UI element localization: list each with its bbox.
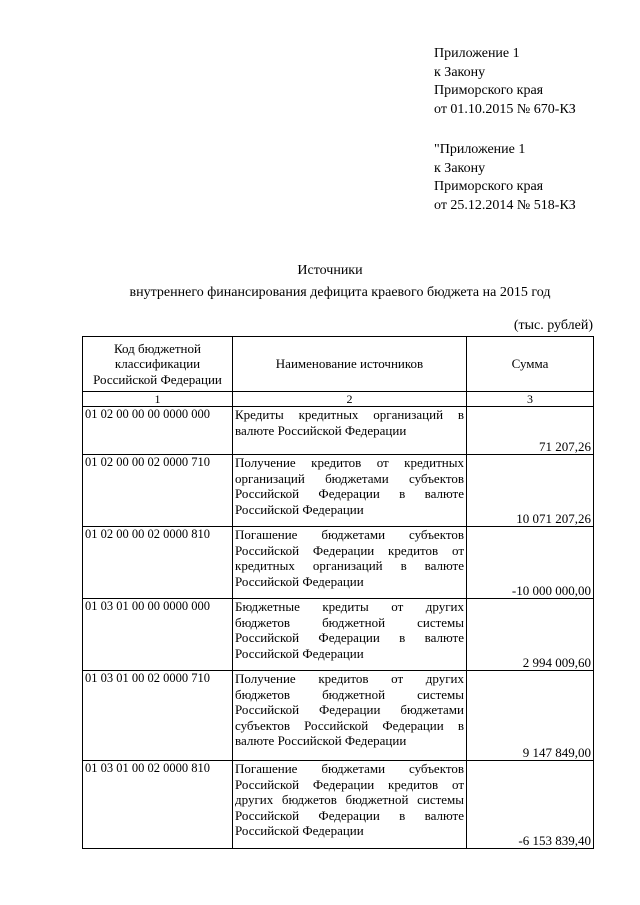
table-row [83, 761, 594, 849]
appendix-line: Приложение 1 [434, 46, 520, 61]
appendix-line: Приморского края [434, 179, 544, 194]
header-code: Код бюджетной классификации Российской Федерации [83, 337, 233, 392]
appendix-line: от 25.12.2014 № 518-КЗ [434, 197, 576, 213]
row-amount: -10 000 000,00 [467, 527, 594, 599]
row-name: Получение кредитов от других бюджетов бюджетной системы Российской Федерации бюджетами субъектов Российской Федерации в валюте Российской Федерации [233, 671, 467, 761]
row-code: 01 03 01 00 02 0000 710 [83, 671, 233, 761]
row-code: 01 03 01 00 00 0000 000 [83, 599, 233, 671]
table-row [83, 599, 594, 671]
appendix-line: "Приложение 1 [434, 142, 526, 157]
row-name: Погашение бюджетами субъектов Российской Федерации кредитов от кредитных организаций в валюте Российской Федерации [233, 527, 467, 599]
column-number: 3 [467, 392, 594, 407]
appendix-line: Приморского края [434, 83, 544, 98]
table-row [83, 455, 594, 527]
row-name: Получение кредитов от кредитных организаций бюджетами субъектов Российской Федерации в валюте Российской Федерации [233, 455, 467, 527]
column-number: 2 [233, 392, 467, 407]
table-row [83, 407, 594, 455]
header-amount: Сумма [467, 337, 594, 392]
header-name: Наименование источников [233, 337, 467, 392]
row-name: Погашение бюджетами субъектов Российской Федерации кредитов от других бюджетов бюджетной системы Российской Федерации в валюте Российской Федерации [233, 761, 467, 849]
appendix-original-reference [434, 141, 576, 215]
row-amount: -6 153 839,40 [467, 761, 594, 849]
row-amount: 71 207,26 [467, 407, 594, 455]
appendix-line: от 01.10.2015 № 670-КЗ [434, 101, 576, 117]
appendix-line: к Закону [434, 64, 486, 80]
row-name: Кредиты кредитных организаций в валюте Российской Федерации [233, 407, 467, 455]
row-amount: 9 147 849,00 [467, 671, 594, 761]
units-label: (тыс. рублей) [513, 318, 593, 333]
row-name: Бюджетные кредиты от других бюджетов бюджетной системы Российской Федерации в валюте Российской Федерации [233, 599, 467, 671]
document-subtitle: внутреннего финансирования дефицита краевого бюджета на 2015 год [129, 285, 551, 300]
row-amount: 10 071 207,26 [467, 455, 594, 527]
row-code: 01 03 01 00 02 0000 810 [83, 761, 233, 849]
column-number: 1 [83, 392, 233, 407]
appendix-current-reference [434, 45, 576, 119]
document-title: Источники [297, 263, 363, 278]
table-row [83, 527, 594, 599]
table-row [83, 671, 594, 761]
row-code: 01 02 00 00 00 0000 000 [83, 407, 233, 455]
column-number-row [83, 392, 594, 407]
appendix-line: к Закону [434, 160, 486, 176]
row-code: 01 02 00 00 02 0000 710 [83, 455, 233, 527]
financing-sources-table [82, 336, 594, 849]
row-code: 01 02 00 00 02 0000 810 [83, 527, 233, 599]
row-amount: 2 994 009,60 [467, 599, 594, 671]
table-header-row [83, 337, 594, 392]
